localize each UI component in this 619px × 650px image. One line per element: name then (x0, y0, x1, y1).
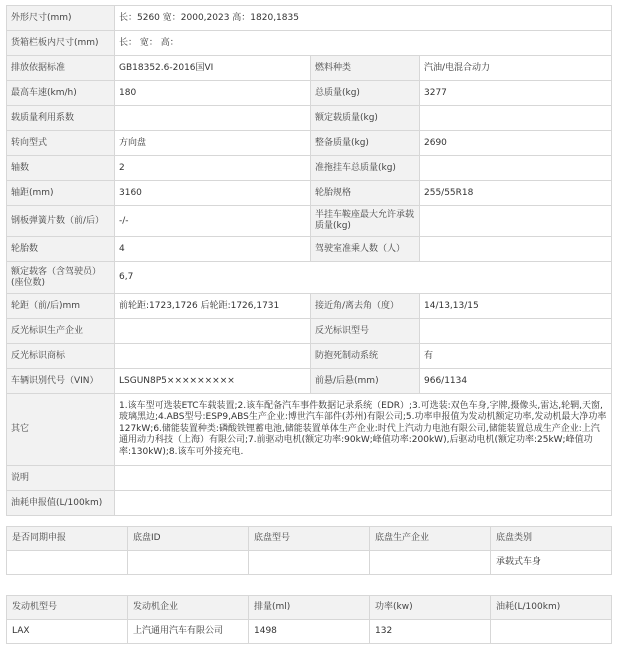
engine-maker: 上汽通用汽车有限公司 (128, 620, 249, 644)
cab-capacity-value (420, 237, 612, 262)
notes-label: 说明 (7, 466, 115, 491)
chassis-header-id: 底盘ID (128, 527, 249, 551)
trailer-mass-label: 准拖挂车总质量(kg) (311, 156, 420, 181)
max-speed-value: 180 (115, 81, 311, 106)
rated-load-label: 额定载质量(kg) (311, 106, 420, 131)
approach-angle-value: 14/13,13/15 (420, 294, 612, 319)
notes-value (115, 466, 612, 491)
engine-header-row (7, 596, 612, 620)
chassis-table (6, 526, 612, 575)
chassis-id (128, 551, 249, 575)
engine-row (7, 620, 612, 644)
dimensions-value: 长：5260 宽：2000,2023 高：1820,1835 (115, 6, 612, 31)
overhang-label: 前悬/后悬(mm) (311, 369, 420, 394)
other-label: 其它 (7, 394, 115, 466)
chassis-same-period (7, 551, 128, 575)
chassis-header-model: 底盘型号 (249, 527, 370, 551)
engine-header-power: 功率(kw) (370, 596, 491, 620)
spec-row (7, 31, 612, 56)
spec-row (7, 344, 612, 369)
spec-row (7, 156, 612, 181)
spec-row (7, 394, 612, 466)
spec-row (7, 106, 612, 131)
engine-power: 132 (370, 620, 491, 644)
reflector-brand-label: 反光标识商标 (7, 344, 115, 369)
emission-std-value: GB18352.6-2016国VI (115, 56, 311, 81)
spec-row (7, 319, 612, 344)
approach-angle-label: 接近角/离去角（度） (311, 294, 420, 319)
tire-spec-label: 轮胎规格 (311, 181, 420, 206)
chassis-header-category: 底盘类别 (491, 527, 612, 551)
vin-value: LSGUN8P5××××××××× (115, 369, 311, 394)
total-mass-label: 总质量(kg) (311, 81, 420, 106)
chassis-model (249, 551, 370, 575)
spec-row (7, 131, 612, 156)
total-mass-value: 3277 (420, 81, 612, 106)
engine-header-fuel: 油耗(L/100km) (491, 596, 612, 620)
track-value: 前轮距:1723,1726 后轮距:1726,1731 (115, 294, 311, 319)
curb-mass-value: 2690 (420, 131, 612, 156)
spec-row (7, 81, 612, 106)
dimensions-label: 外形尺寸(mm) (7, 6, 115, 31)
spec-row (7, 466, 612, 491)
seats-label: 额定载客（含驾驶员）(座位数) (7, 262, 115, 294)
spec-row (7, 6, 612, 31)
spec-row (7, 369, 612, 394)
curb-mass-label: 整备质量(kg) (311, 131, 420, 156)
chassis-maker (370, 551, 491, 575)
abs-label: 防抱死制动系统 (311, 344, 420, 369)
overhang-value: 966/1134 (420, 369, 612, 394)
load-util-label: 载质量利用系数 (7, 106, 115, 131)
leaf-springs-value: -/- (115, 206, 311, 237)
chassis-header-row (7, 527, 612, 551)
spec-row (7, 262, 612, 294)
spec-row (7, 294, 612, 319)
wheelbase-value: 3160 (115, 181, 311, 206)
reflector-model-label: 反光标识型号 (311, 319, 420, 344)
cab-capacity-label: 驾驶室准乘人数（人） (311, 237, 420, 262)
trailer-mass-value (420, 156, 612, 181)
cargo-box-label: 货箱栏板内尺寸(mm) (7, 31, 115, 56)
load-util-value (115, 106, 311, 131)
max-speed-label: 最高车速(km/h) (7, 81, 115, 106)
fuel-report-value (115, 491, 612, 516)
spec-row (7, 181, 612, 206)
emission-std-label: 排放依据标准 (7, 56, 115, 81)
reflector-model-value (420, 319, 612, 344)
engine-header-displacement: 排量(ml) (249, 596, 370, 620)
abs-value: 有 (420, 344, 612, 369)
spec-row (7, 206, 612, 237)
saddle-mass-value (420, 206, 612, 237)
fuel-type-label: 燃料种类 (311, 56, 420, 81)
tires-label: 轮胎数 (7, 237, 115, 262)
vin-label: 车辆识别代号（VIN） (7, 369, 115, 394)
cargo-box-value: 长： 宽： 高： (115, 31, 612, 56)
axles-label: 轴数 (7, 156, 115, 181)
other-value: 1.该车型可选装ETC车载装置;2.该车配备汽车事件数据记录系统（EDR）;3.可选装:双色车身,字牌,摄像头,雷达,轮辋,天窗,玻璃黑边;4.ABS型号:ESP9,ABS生产企业:博世汽车部件(苏州)有限公司;5.功率申报值为发动机额定功率,发动机最大净功率127kW;6.储能装置种类:磷酸铁锂蓄电池,储能装置单体生产企业:时代上汽动力电池有限公司,储能装置总成生产企业:上汽通用动力科技（上海）有限公司;7.前驱动电机(额定功率:90kW;峰值功率:200kW),后驱动电机(额定功率:25kW;峰值功率:130kW);8.该车可外接充电. (115, 394, 612, 466)
vehicle-spec-table (6, 5, 612, 516)
tire-spec-value: 255/55R18 (420, 181, 612, 206)
tires-value: 4 (115, 237, 311, 262)
saddle-mass-label: 半挂车鞍座最大允许承载质量(kg) (311, 206, 420, 237)
reflector-maker-label: 反光标识生产企业 (7, 319, 115, 344)
leaf-springs-label: 钢板弹簧片数（前/后） (7, 206, 115, 237)
chassis-header-same-period: 是否同期申报 (7, 527, 128, 551)
steering-label: 转向型式 (7, 131, 115, 156)
engine-model: LAX (7, 620, 128, 644)
engine-header-model: 发动机型号 (7, 596, 128, 620)
fuel-report-label: 油耗申报值(L/100km) (7, 491, 115, 516)
steering-value: 方向盘 (115, 131, 311, 156)
rated-load-value (420, 106, 612, 131)
spec-row (7, 491, 612, 516)
chassis-header-maker: 底盘生产企业 (370, 527, 491, 551)
engine-displacement: 1498 (249, 620, 370, 644)
axles-value: 2 (115, 156, 311, 181)
spec-row (7, 237, 612, 262)
fuel-type-value: 汽油/电混合动力 (420, 56, 612, 81)
engine-header-maker: 发动机企业 (128, 596, 249, 620)
reflector-maker-value (115, 319, 311, 344)
reflector-brand-value (115, 344, 311, 369)
seats-value: 6,7 (115, 262, 612, 294)
engine-fuel (491, 620, 612, 644)
engine-table (6, 595, 612, 644)
track-label: 轮距（前/后)mm (7, 294, 115, 319)
spec-row (7, 56, 612, 81)
wheelbase-label: 轴距(mm) (7, 181, 115, 206)
chassis-category: 承载式车身 (491, 551, 612, 575)
chassis-row (7, 551, 612, 575)
